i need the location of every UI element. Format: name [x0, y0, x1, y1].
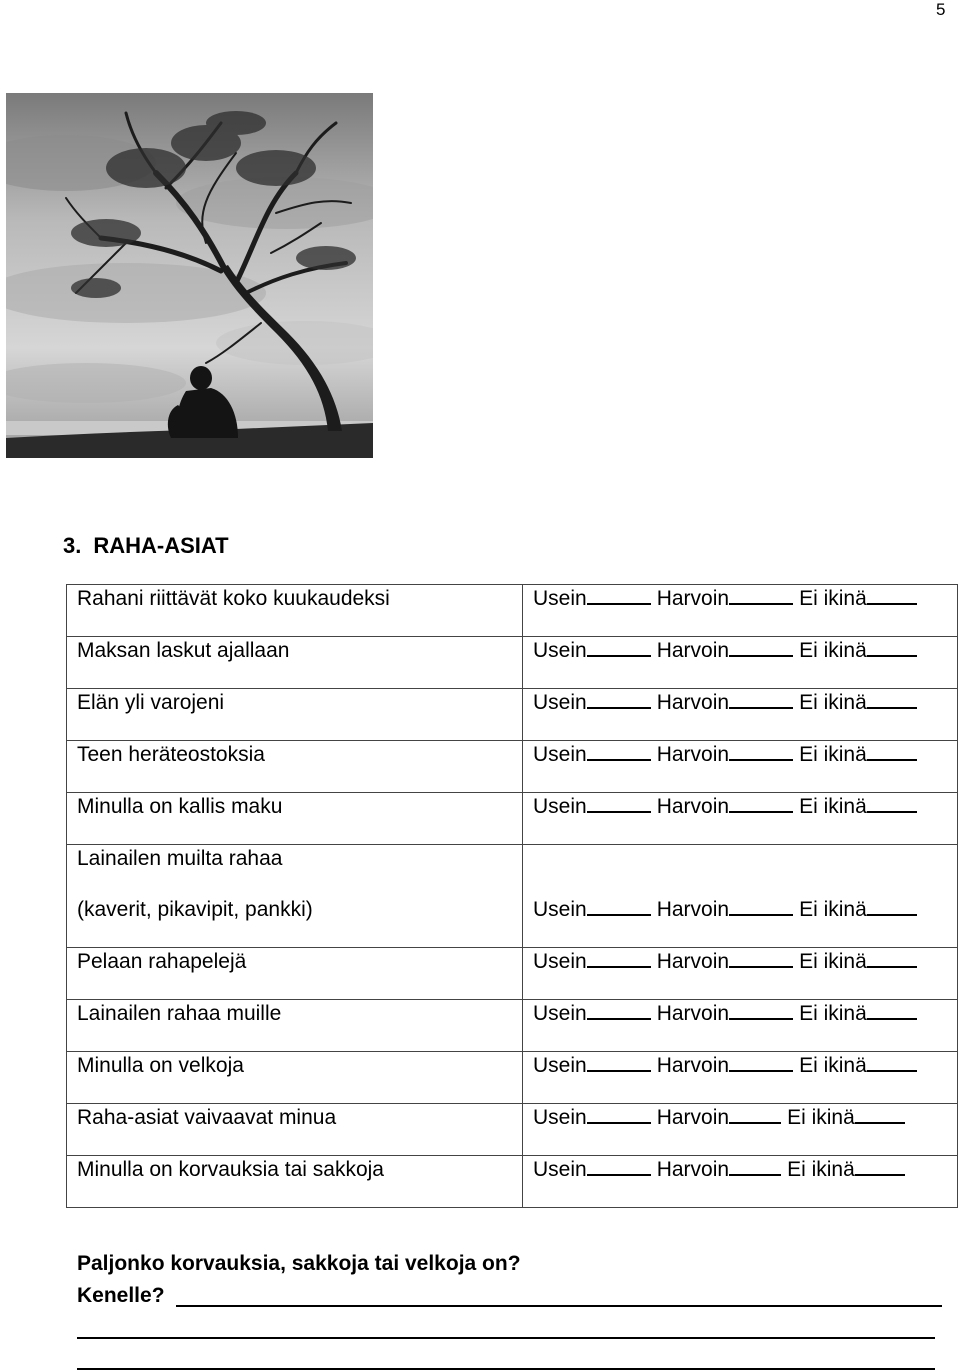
option-rarely-blank[interactable] — [729, 637, 793, 657]
question-text: Lainailen rahaa muille — [77, 1002, 282, 1025]
answer-cell — [523, 1104, 958, 1156]
option-rarely-label: Harvoin — [656, 1054, 730, 1077]
option-often-blank[interactable] — [587, 1052, 651, 1072]
option-often-label: Usein — [533, 950, 587, 973]
option-often-label: Usein — [533, 639, 587, 662]
survey-row — [67, 845, 958, 948]
lonely-person-under-tree-photo — [6, 93, 373, 458]
question-cell — [67, 1000, 523, 1052]
question-cell — [67, 845, 523, 948]
option-often-label: Usein — [533, 1106, 587, 1129]
question-cell — [67, 585, 523, 637]
option-never-blank[interactable] — [855, 1104, 905, 1124]
question-cell — [67, 637, 523, 689]
option-rarely-label: Harvoin — [656, 1106, 730, 1129]
to-whom-answer-line[interactable] — [176, 1305, 942, 1307]
question-text: Elän yli varojeni — [77, 691, 225, 714]
question-text: Rahani riittävät koko kuukaudeksi — [77, 587, 390, 610]
page-number: 5 — [936, 0, 946, 19]
question-text: Raha-asiat vaivaavat minua — [77, 1106, 337, 1129]
option-rarely-label: Harvoin — [656, 639, 730, 662]
answer-line[interactable] — [77, 1337, 935, 1339]
survey-row — [67, 793, 958, 845]
followup-question: Paljonko korvauksia, sakkoja tai velkoja on? — [77, 1252, 521, 1275]
survey-row — [67, 741, 958, 793]
option-never-label: Ei ikinä — [799, 587, 867, 610]
option-often-label: Usein — [533, 1054, 587, 1077]
question-cell — [67, 1156, 523, 1208]
answer-cell — [523, 1000, 958, 1052]
question-text: Maksan laskut ajallaan — [77, 639, 290, 662]
question-text: Teen heräteostoksia — [77, 743, 265, 766]
answer-cell — [523, 1052, 958, 1104]
question-text: Minulla on kallis maku — [77, 795, 283, 818]
option-never-label: Ei ikinä — [799, 950, 867, 973]
option-often-blank[interactable] — [587, 741, 651, 761]
option-never-label: Ei ikinä — [799, 795, 867, 818]
option-often-label: Usein — [533, 1002, 587, 1025]
answer-cell — [523, 845, 958, 948]
option-never-label: Ei ikinä — [787, 1106, 855, 1129]
option-often-label: Usein — [533, 587, 587, 610]
option-never-blank[interactable] — [867, 741, 917, 761]
option-often-label: Usein — [533, 898, 587, 921]
option-rarely-blank[interactable] — [729, 948, 793, 968]
option-rarely-blank[interactable] — [729, 1000, 793, 1020]
option-never-blank[interactable] — [867, 637, 917, 657]
option-never-blank[interactable] — [867, 1000, 917, 1020]
answer-cell — [523, 1156, 958, 1208]
section-heading: RAHA-ASIAT — [93, 533, 229, 558]
option-rarely-blank[interactable] — [729, 896, 793, 916]
option-often-label: Usein — [533, 691, 587, 714]
option-never-blank[interactable] — [867, 948, 917, 968]
option-often-blank[interactable] — [587, 585, 651, 605]
option-never-label: Ei ikinä — [799, 1054, 867, 1077]
question-text: Minulla on korvauksia tai sakkoja — [77, 1158, 384, 1181]
option-never-label: Ei ikinä — [799, 1002, 867, 1025]
answer-line[interactable] — [77, 1368, 935, 1370]
option-never-blank[interactable] — [867, 1052, 917, 1072]
survey-row — [67, 689, 958, 741]
option-rarely-blank[interactable] — [729, 1156, 781, 1176]
option-never-blank[interactable] — [867, 689, 917, 709]
question-text: Minulla on velkoja — [77, 1054, 244, 1077]
option-often-blank[interactable] — [587, 689, 651, 709]
option-rarely-label: Harvoin — [656, 1002, 730, 1025]
survey-row — [67, 637, 958, 689]
option-never-label: Ei ikinä — [799, 639, 867, 662]
section-title — [63, 533, 229, 559]
option-rarely-label: Harvoin — [656, 691, 730, 714]
question-text: Pelaan rahapelejä — [77, 950, 247, 973]
option-rarely-label: Harvoin — [656, 795, 730, 818]
option-often-blank[interactable] — [587, 1156, 651, 1176]
money-matters-survey-table — [66, 584, 958, 1208]
question-cell — [67, 741, 523, 793]
option-often-blank[interactable] — [587, 948, 651, 968]
option-never-blank[interactable] — [855, 1156, 905, 1176]
answer-cell — [523, 689, 958, 741]
option-never-label: Ei ikinä — [787, 1158, 855, 1181]
option-often-label: Usein — [533, 795, 587, 818]
survey-row — [67, 1156, 958, 1208]
to-whom-label: Kenelle? — [77, 1284, 165, 1307]
option-often-blank[interactable] — [587, 637, 651, 657]
option-never-blank[interactable] — [867, 896, 917, 916]
option-rarely-label: Harvoin — [656, 743, 730, 766]
question-cell — [67, 1052, 523, 1104]
survey-row — [67, 1104, 958, 1156]
option-rarely-label: Harvoin — [656, 950, 730, 973]
option-often-label: Usein — [533, 743, 587, 766]
answer-cell — [523, 741, 958, 793]
answer-cell — [523, 793, 958, 845]
question-text: Lainailen muilta rahaa — [77, 847, 283, 870]
option-rarely-blank[interactable] — [729, 1104, 781, 1124]
option-rarely-blank[interactable] — [729, 1052, 793, 1072]
survey-row — [67, 1000, 958, 1052]
question-subtext: (kaverit, pikavipit, pankki) — [77, 898, 313, 921]
option-never-blank[interactable] — [867, 585, 917, 605]
option-often-label: Usein — [533, 1158, 587, 1181]
option-never-label: Ei ikinä — [799, 691, 867, 714]
survey-row — [67, 948, 958, 1000]
answer-cell — [523, 585, 958, 637]
question-cell — [67, 948, 523, 1000]
option-rarely-blank[interactable] — [729, 741, 793, 761]
option-never-blank[interactable] — [867, 793, 917, 813]
option-rarely-label: Harvoin — [656, 1158, 730, 1181]
answer-cell — [523, 637, 958, 689]
option-never-label: Ei ikinä — [799, 898, 867, 921]
option-rarely-label: Harvoin — [656, 898, 730, 921]
option-often-blank[interactable] — [587, 1000, 651, 1020]
question-cell — [67, 1104, 523, 1156]
section-number: 3. — [63, 533, 82, 558]
answer-cell — [523, 948, 958, 1000]
question-cell — [67, 793, 523, 845]
question-cell — [67, 689, 523, 741]
option-rarely-blank[interactable] — [729, 585, 793, 605]
option-often-blank[interactable] — [587, 793, 651, 813]
option-rarely-blank[interactable] — [729, 689, 793, 709]
option-often-blank[interactable] — [587, 1104, 651, 1124]
survey-row — [67, 1052, 958, 1104]
option-rarely-blank[interactable] — [729, 793, 793, 813]
option-rarely-label: Harvoin — [656, 587, 730, 610]
option-often-blank[interactable] — [587, 896, 651, 916]
option-never-label: Ei ikinä — [799, 743, 867, 766]
survey-row — [67, 585, 958, 637]
